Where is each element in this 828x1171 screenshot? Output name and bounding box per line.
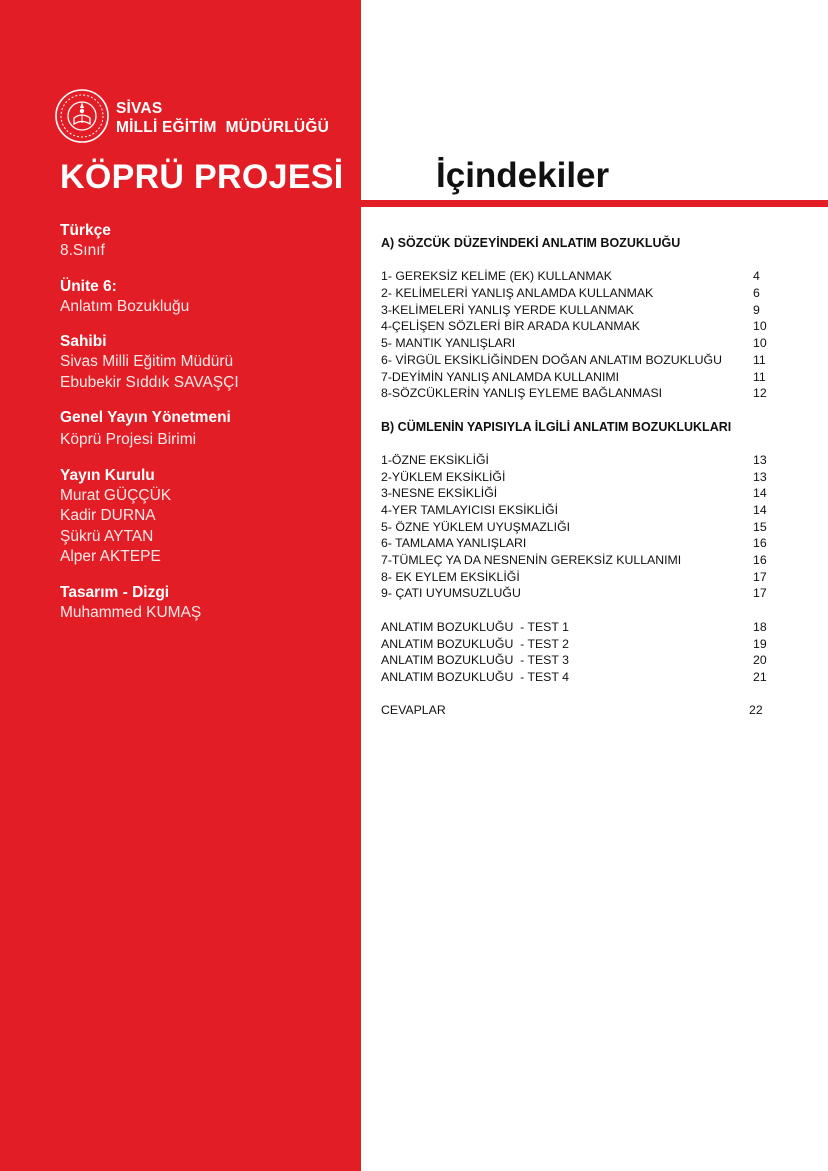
toc-entry-page: 10 <box>753 336 767 351</box>
section-value: Sivas Milli Eğitim Müdürü <box>60 353 234 370</box>
toc-test-entry[interactable] <box>381 652 771 669</box>
section-value: Alper AKTEPE <box>60 548 161 565</box>
toc-entry-label: 7-DEYİMİN YANLIŞ ANLAMDA KULLANIMI <box>381 369 620 384</box>
section-board <box>60 466 350 568</box>
toc-entry-page: 13 <box>753 452 767 467</box>
toc-entry-page: 12 <box>753 386 767 401</box>
toc-entry[interactable] <box>381 535 771 552</box>
toc-entry-label: 1-ÖZNE EKSİKLİĞİ <box>381 452 489 467</box>
toc-entry[interactable] <box>381 585 771 602</box>
toc-entry-label: ANLATIM BOZUKLUĞU - TEST 3 <box>381 653 569 668</box>
toc-entry-label: 4-ÇELİŞEN SÖZLERİ BİR ARADA KULANMAK <box>381 319 640 334</box>
section-subject <box>60 221 350 262</box>
toc-answers-entry[interactable] <box>381 702 771 719</box>
table-of-contents <box>381 235 771 719</box>
toc-entry-page: 22 <box>749 703 763 718</box>
section-editor <box>60 408 350 451</box>
toc-entry[interactable] <box>381 369 771 386</box>
toc-entry-label: 7-TÜMLEÇ YA DA NESNENİN GEREKSİZ KULLANIMI <box>381 553 682 568</box>
toc-entry-label: CEVAPLAR <box>381 703 446 718</box>
toc-entry[interactable] <box>381 285 771 302</box>
toc-entry-label: 8-SÖZCÜKLERİN YANLIŞ EYLEME BAĞLANMASI <box>381 386 663 401</box>
toc-test-entry[interactable] <box>381 619 771 636</box>
toc-test-entry[interactable] <box>381 669 771 686</box>
toc-entry[interactable] <box>381 469 771 486</box>
spacer <box>381 686 771 703</box>
toc-entry[interactable] <box>381 569 771 586</box>
toc-entry-label: 3-NESNE EKSİKLİĞİ <box>381 486 498 501</box>
toc-entry[interactable] <box>381 552 771 569</box>
toc-entry[interactable] <box>381 335 771 352</box>
toc-section-heading: B) CÜMLENİN YAPISIYLA İLGİLİ ANLATIM BOZUKLUKLARI <box>381 419 732 434</box>
toc-entry-page: 14 <box>753 503 767 517</box>
section-design <box>60 583 350 624</box>
toc-entry[interactable] <box>381 519 771 536</box>
toc-entry-label: ANLATIM BOZUKLUĞU - TEST 2 <box>381 636 569 651</box>
section-heading: Türkçe <box>60 222 111 239</box>
toc-test-entry[interactable] <box>381 636 771 653</box>
toc-entry-page: 11 <box>753 369 766 384</box>
toc-entry[interactable] <box>381 302 771 319</box>
section-unit <box>60 277 350 318</box>
toc-entry-label: 5- ÖZNE YÜKLEM UYUŞMAZLIĞI <box>381 519 571 534</box>
organization-name <box>116 99 329 137</box>
section-heading: Genel Yayın Yönetmeni <box>60 409 231 426</box>
toc-entry-label: 5- MANTIK YANLIŞLARI <box>381 336 516 351</box>
toc-entry-label: ANLATIM BOZUKLUĞU - TEST 4 <box>381 669 569 684</box>
toc-entry-label: 3-KELİMELERİ YANLIŞ YERDE KULLANMAK <box>381 302 634 317</box>
toc-entry-page: 17 <box>753 586 767 601</box>
toc-entry-page: 4 <box>753 269 760 284</box>
section-owner <box>60 332 350 393</box>
toc-entry[interactable] <box>381 268 771 285</box>
section-value: Ebubekir Sıddık SAVAŞÇI <box>60 373 239 391</box>
toc-entry-page: 21 <box>753 669 767 684</box>
toc-entry-label: 6- VİRGÜL EKSİKLİĞİNDEN DOĞAN ANLATIM BOZUKLUĞU <box>381 352 722 367</box>
toc-title: İçindekiler <box>436 156 610 195</box>
toc-entry-page: 14 <box>753 486 767 501</box>
toc-entry[interactable] <box>381 502 771 519</box>
toc-entry-label: 9- ÇATI UYUMSUZLUĞU <box>381 586 521 601</box>
toc-entry-label: 4-YER TAMLAYICISI EKSİKLİĞİ <box>381 503 558 517</box>
spacer <box>381 402 771 419</box>
spacer <box>381 602 771 619</box>
section-value: Kadir DURNA <box>60 507 156 524</box>
toc-entry[interactable] <box>381 318 771 335</box>
section-value: 8.Sınıf <box>60 242 105 259</box>
toc-entry-page: 16 <box>753 553 767 568</box>
project-title: KÖPRÜ PROJESİ <box>60 158 344 196</box>
toc-entry-page: 17 <box>753 569 767 584</box>
toc-entry-label: 2- KELİMELERİ YANLIŞ ANLAMDA KULLANMAK <box>381 286 654 301</box>
toc-entry-label: 8- EK EYLEM EKSİKLİĞİ <box>381 569 520 584</box>
toc-entry-page: 13 <box>753 469 767 484</box>
toc-entry-page: 16 <box>753 536 767 551</box>
section-value: Köprü Projesi Birimi <box>60 431 197 448</box>
spacer <box>381 252 771 269</box>
section-heading: Yayın Kurulu <box>60 466 155 484</box>
toc-entry-label: 2-YÜKLEM EKSİKLİĞİ <box>381 469 506 484</box>
toc-section-heading: A) SÖZCÜK DÜZEYİNDEKİ ANLATIM BOZUKLUĞU <box>381 236 681 250</box>
toc-entry-page: 18 <box>753 619 767 634</box>
toc-entry-page: 10 <box>753 319 767 334</box>
toc-entry[interactable] <box>381 485 771 502</box>
title-divider <box>361 200 828 207</box>
toc-entry-page: 6 <box>753 286 760 301</box>
sidebar-panel <box>0 0 361 1171</box>
section-heading: Tasarım - Dizgi <box>60 583 170 601</box>
toc-entry[interactable] <box>381 352 771 369</box>
section-value: Murat GÜÇÇÜK <box>60 486 172 504</box>
section-heading: Sahibi <box>60 333 107 350</box>
toc-entry-page: 11 <box>753 352 766 367</box>
ministry-emblem-icon <box>54 88 110 144</box>
organization-line-1: SİVAS <box>116 100 163 117</box>
toc-entry-label: ANLATIM BOZUKLUĞU - TEST 1 <box>381 619 569 634</box>
spacer <box>381 435 771 452</box>
toc-entry-page: 15 <box>753 519 767 534</box>
section-value: Anlatım Bozukluğu <box>60 297 190 315</box>
toc-entry[interactable] <box>381 452 771 469</box>
toc-entry-page: 19 <box>753 636 767 651</box>
section-heading: Ünite 6: <box>60 277 117 295</box>
toc-entry-page: 9 <box>753 302 760 317</box>
toc-entry-page: 20 <box>753 653 767 668</box>
toc-entry[interactable] <box>381 385 771 402</box>
toc-entry-label: 1- GEREKSİZ KELİME (EK) KULLANMAK <box>381 269 612 284</box>
organization-line-2: MİLLİ EĞİTİM MÜDÜRLÜĞÜ <box>116 119 329 136</box>
section-value: Muhammed KUMAŞ <box>60 603 202 621</box>
toc-entry-label: 6- TAMLAMA YANLIŞLARI <box>381 536 527 551</box>
section-value: Şükrü AYTAN <box>60 527 154 545</box>
sidebar-sections <box>60 221 350 638</box>
